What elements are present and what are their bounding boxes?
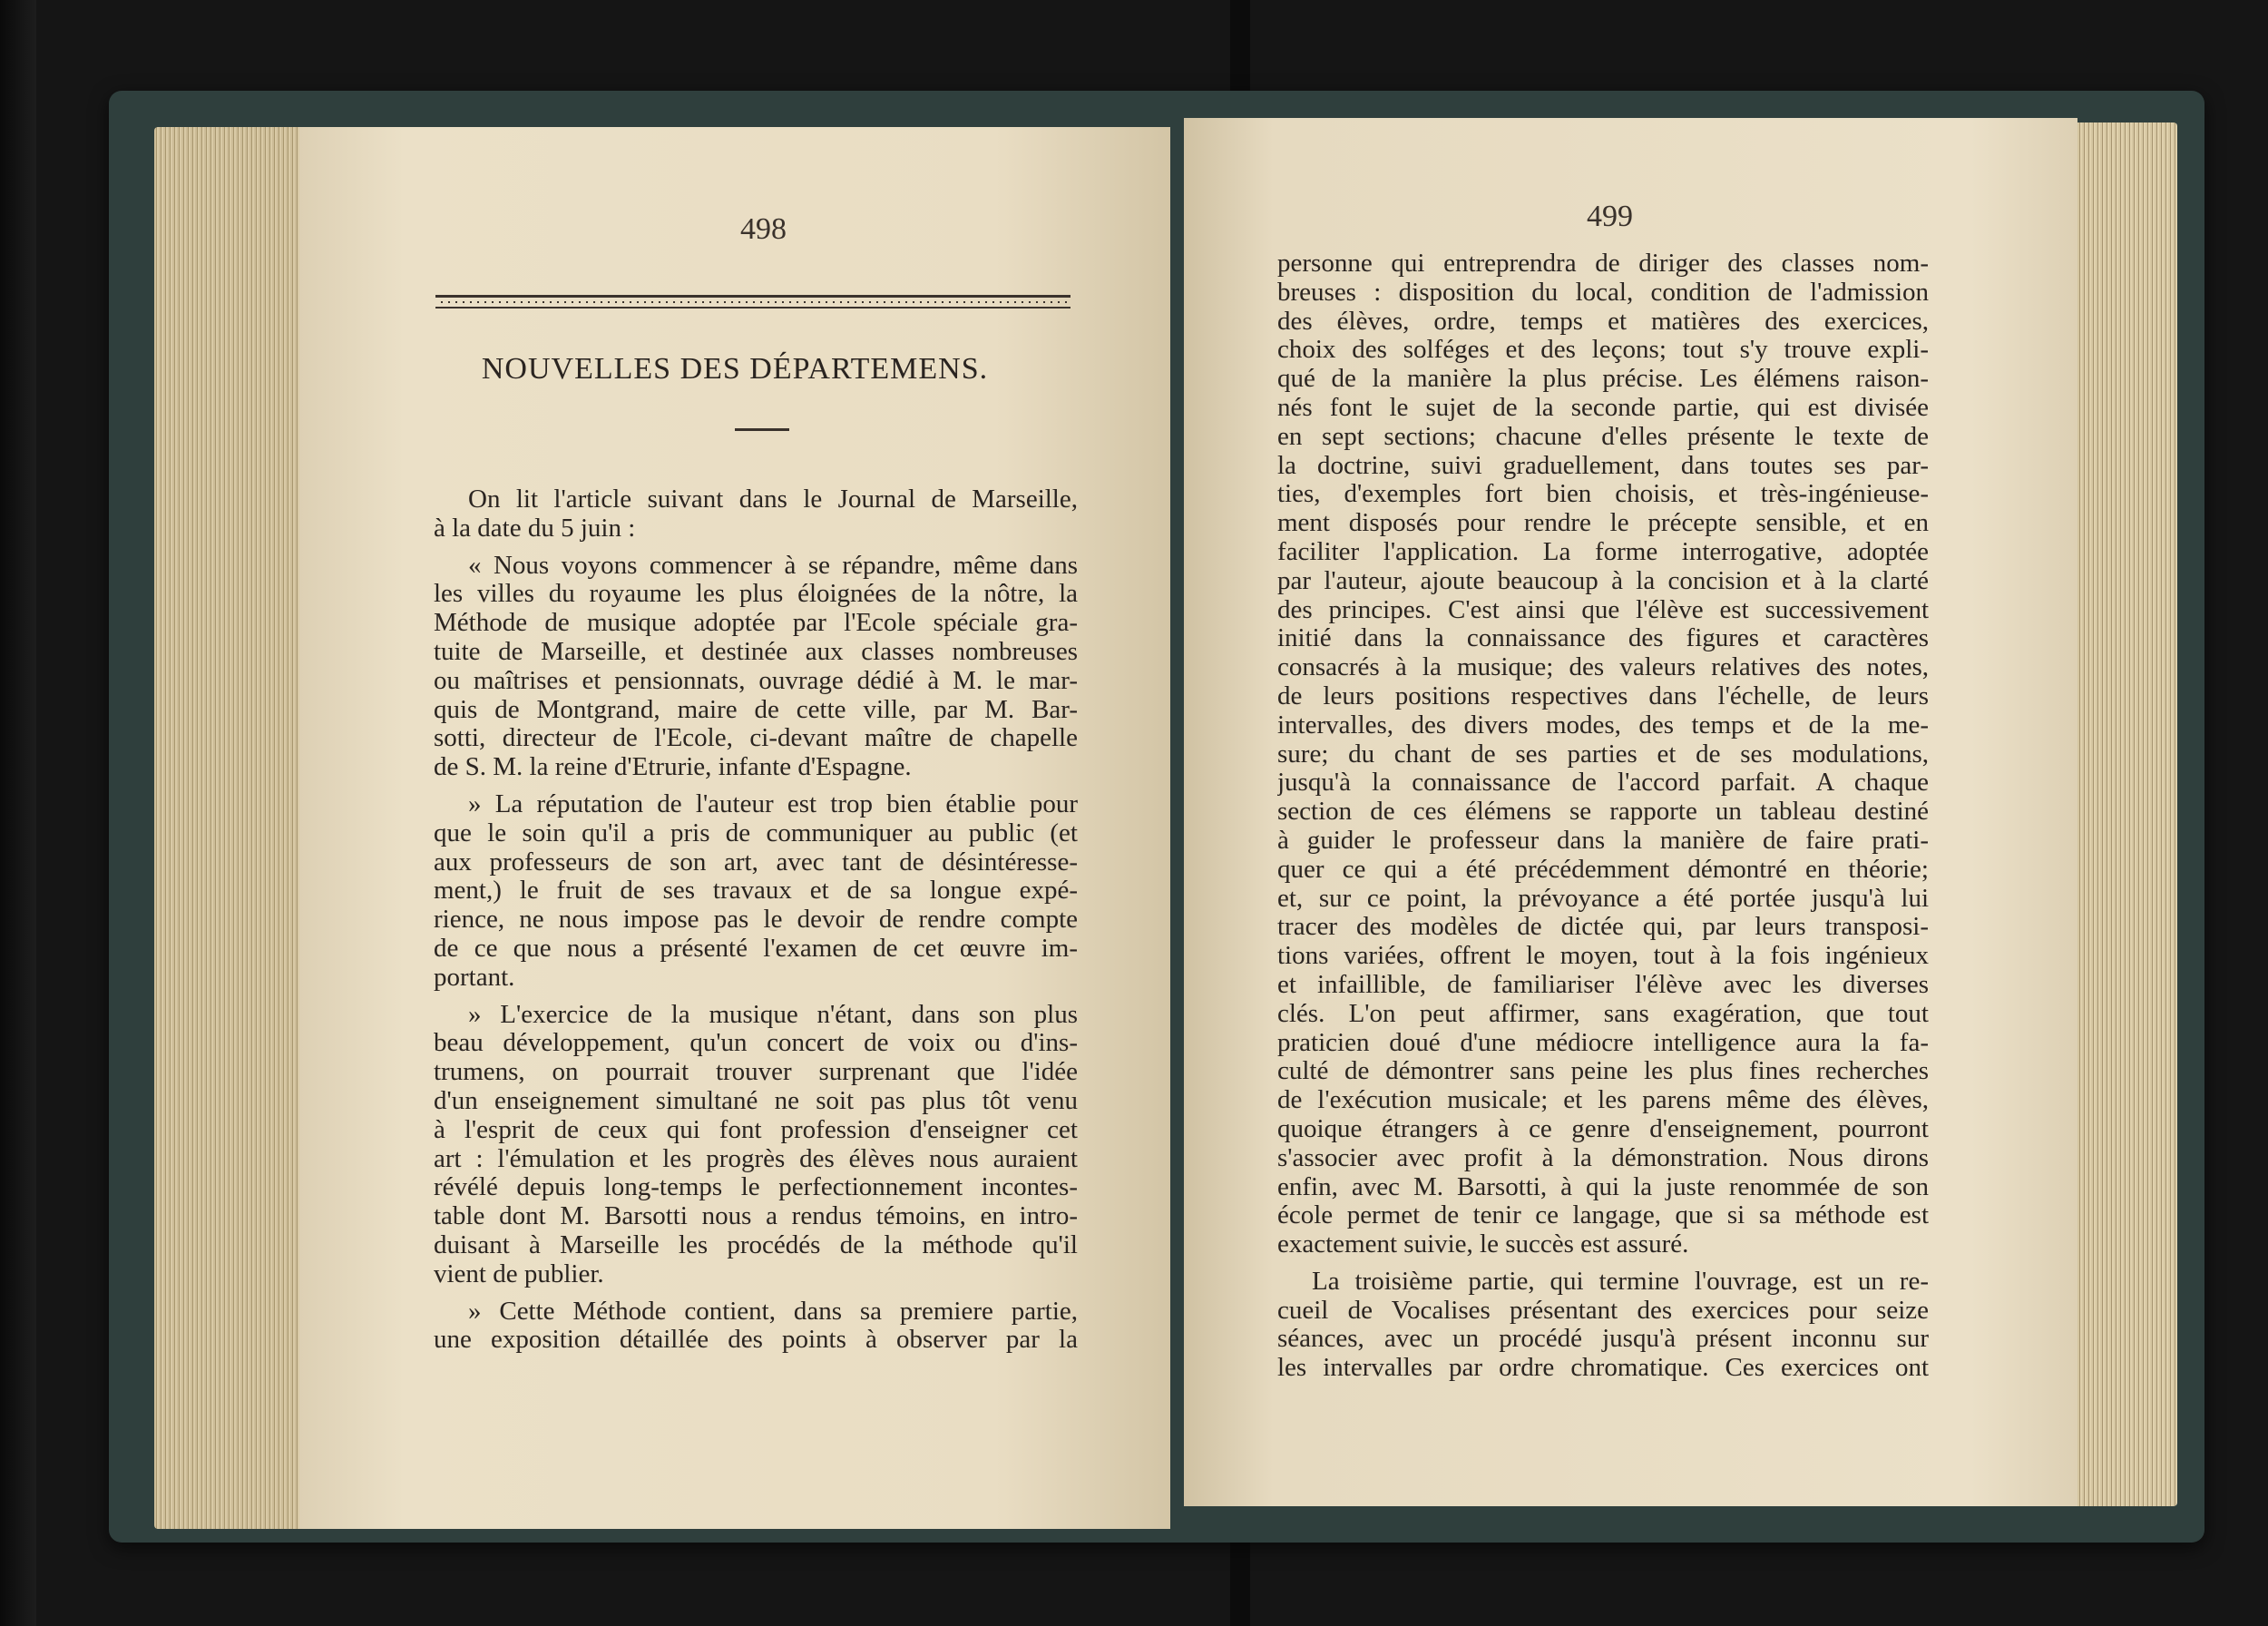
text-line: séances, avec un procédé jusqu'à présent inconnu sur [1277,1325,1929,1354]
text-line: tions variées, offrent le moyen, tout à la fois ingénieux [1277,942,1929,971]
text-line: qué de la manière la plus précise. Les élémens raison- [1277,365,1929,394]
text-line: section de ces élémens se rapporte un tableau destiné [1277,798,1929,827]
text-line: tuite de Marseille, et destinée aux classes nombreuses [434,637,1078,666]
text-line: praticien doué d'une médiocre intelligence aura la fa- [1277,1028,1929,1057]
left-page [299,127,1170,1529]
text-line: école permet de tenir ce langage, que si sa méthode est [1277,1201,1929,1230]
text-line: » La réputation de l'auteur est trop bien établie pour [468,789,1078,818]
text-line: et infaillible, de familiariser l'élève avec les diverses [1277,970,1929,999]
text-line: La troisième partie, qui termine l'ouvrage, est un re- [1312,1267,1929,1296]
text-line: des principes. C'est ainsi que l'élève est successivement [1277,595,1929,624]
text-line: d'un enseignement simultané ne soit pas plus tôt venu [434,1086,1078,1115]
page-number: 499 [1587,200,1633,233]
text-line: la doctrine, suivi graduellement, dans toutes ses par- [1277,451,1929,480]
text-line: les intervalles par ordre chromatique. Ces exercices ont [1277,1354,1929,1383]
text-line: une exposition détaillée des points à observer par la [434,1326,1078,1355]
text-line: faciliter l'application. La forme interrogative, adoptée [1277,537,1929,566]
text-line: ou maîtrises et pensionnats, ouvrage dédié à M. le mar- [434,666,1078,695]
section-heading: NOUVELLES DES DÉPARTEMENS. [481,352,989,386]
text-line: s'associer avec profit à la démonstration. Nous dirons [1277,1143,1929,1172]
text-line: et, sur ce point, la prévoyance a été portée jusqu'à lui [1277,884,1929,913]
text-line: « Nous voyons commencer à se répandre, même dans [468,551,1078,580]
text-line: On lit l'article suivant dans le Journal de Marseille, [468,485,1078,514]
left-page-body [434,485,1078,1355]
text-line: enfin, avec M. Barsotti, à qui la juste renommée de son [1277,1172,1929,1201]
text-line: ment,) le fruit de ses travaux et de sa longue expé- [434,877,1078,906]
text-line: beau développement, qu'un concert de voix ou d'ins- [434,1029,1078,1058]
text-line: des élèves, ordre, temps et matières des exercices, [1277,307,1929,336]
text-line: aux professeurs de son art, avec tant de désintéresse- [434,847,1078,877]
scan-background-left [0,0,36,1626]
text-line: vient de publier. [434,1259,604,1288]
text-line: révélé depuis long-temps le perfectionnement incontes- [434,1173,1078,1202]
page-number: 498 [740,212,787,246]
text-line: breuses : disposition du local, condition de l'admission [1277,278,1929,307]
text-line: rience, ne nous impose pas le devoir de rendre compte [434,906,1078,935]
text-line: de l'exécution musicale; et les parens même des élèves, [1277,1086,1929,1115]
text-line: duisant à Marseille les procédés de la méthode qu'il [434,1230,1078,1259]
text-line: ment disposés pour rendre le précepte sensible, et en [1277,509,1929,538]
text-line: par l'auteur, ajoute beaucoup à la concision et à la clarté [1277,566,1929,595]
text-line: tracer des modèles de dictée qui, par leurs transposi- [1277,913,1929,942]
text-line: intervalles, des divers modes, des temps et de la me- [1277,710,1929,740]
text-line: quoique étrangers à ce genre d'enseignement, pourront [1277,1114,1929,1143]
text-line: que le soin qu'il a pris de communiquer au public (et [434,818,1078,847]
text-line: sotti, directeur de l'Ecole, ci-devant maître de chapelle [434,724,1078,753]
text-line: culté de démontrer sans peine les plus fines recherches [1277,1057,1929,1086]
text-line: à guider le professeur dans la manière de faire prati- [1277,826,1929,855]
text-line: en sept sections; chacune d'elles présente le texte de [1277,422,1929,451]
text-line: table dont M. Barsotti nous a rendus témoins, en intro- [434,1202,1078,1231]
text-line: » Cette Méthode contient, dans sa premiere partie, [468,1297,1078,1326]
text-line: choix des solféges et des leçons; tout s'y trouve expli- [1277,336,1929,365]
text-line: trumens, on pourrait trouver surprenant que l'idée [434,1058,1078,1087]
text-line: les villes du royaume les plus éloignées de la nôtre, la [434,580,1078,609]
text-line: consacrés à la musique; des valeurs relatives des notes, [1277,653,1929,682]
right-page-body [1277,250,1929,1383]
text-line: nés font le sujet de la seconde partie, qui est divisée [1277,393,1929,422]
page-edges-left [154,127,304,1529]
text-line: initié dans la connaissance des figures et caractères [1277,624,1929,653]
text-line: clés. L'on peut affirmer, sans exagération, que tout [1277,999,1929,1028]
text-line: personne qui entreprendra de diriger des classes nom- [1277,250,1929,278]
text-line: cueil de Vocalises présentant des exercices pour seize [1277,1296,1929,1325]
text-line: de leurs positions respectives dans l'échelle, de leurs [1277,681,1929,710]
text-line: quis de Montgrand, maire de cette ville, par M. Bar- [434,695,1078,724]
right-page [1184,118,2077,1506]
text-line: ties, d'exemples fort bien choisis, et très-ingénieuse- [1277,480,1929,509]
text-line: » L'exercice de la musique n'étant, dans son plus [468,1000,1078,1029]
text-line: exactement suivie, le succès est assuré. [1277,1230,1689,1259]
text-line: portant. [434,963,515,992]
short-rule [735,428,789,431]
text-line: jusqu'à la connaissance de l'accord parfait. A chaque [1277,769,1929,798]
text-line: à la date du 5 juin : [434,514,636,543]
page-edges-right [2077,122,2177,1506]
text-line: sure; du chant de ses parties et de ses modulations, [1277,740,1929,769]
text-line: quer ce qui a été précédemment démontré en théorie; [1277,855,1929,884]
text-line: de ce que nous a présenté l'examen de cet œuvre im- [434,934,1078,963]
text-line: de S. M. la reine d'Etrurie, infante d'Espagne. [434,753,912,782]
text-line: art : l'émulation et les progrès des élèves nous auraient [434,1144,1078,1173]
text-line: à l'esprit de ceux qui font profession d'enseigner cet [434,1115,1078,1144]
decorative-rule [435,295,1070,309]
text-line: Méthode de musique adoptée par l'Ecole spéciale gra- [434,609,1078,638]
